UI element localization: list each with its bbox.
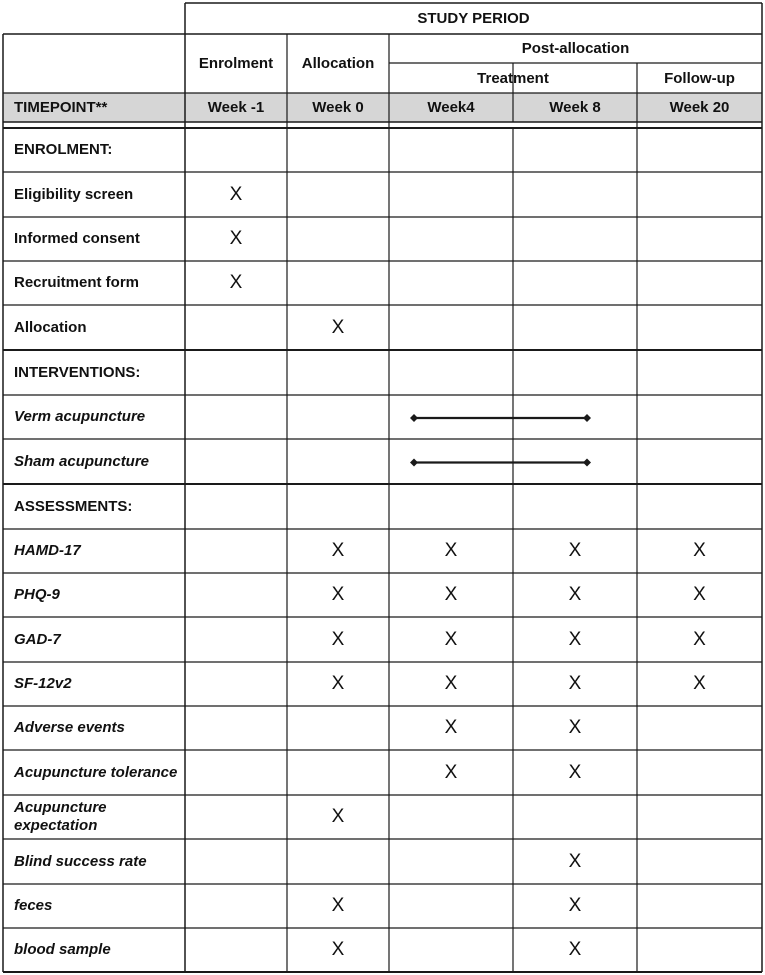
timepoint-week: Week4 bbox=[427, 99, 475, 116]
x-mark: X bbox=[444, 673, 458, 694]
x-mark: X bbox=[229, 272, 243, 293]
follow-up-header: Follow-up bbox=[664, 69, 735, 87]
timepoint-label: TIMEPOINT** bbox=[14, 98, 108, 116]
row-label: Adverse events bbox=[14, 719, 125, 736]
row-label: Eligibility screen bbox=[14, 185, 134, 203]
row-label: Informed consent bbox=[14, 230, 140, 247]
x-mark: X bbox=[331, 806, 345, 827]
timepoint-week: Week 8 bbox=[549, 99, 601, 116]
row-label: Sham acupuncture bbox=[14, 452, 150, 470]
treatment-header: Treatment bbox=[477, 69, 549, 87]
timepoint-week: Week -1 bbox=[207, 99, 265, 116]
span-endpoint-diamond bbox=[583, 414, 591, 422]
x-mark: X bbox=[568, 850, 582, 872]
x-mark: X bbox=[693, 673, 706, 694]
timepoint-week: Week 20 bbox=[669, 99, 730, 116]
row-label: Acupuncture tolerance bbox=[14, 763, 178, 781]
x-mark: X bbox=[444, 628, 458, 650]
row-label: ASSESSMENTS: bbox=[14, 497, 133, 515]
row-label: ENROLMENT: bbox=[14, 141, 113, 158]
row-label: HAMD-17 bbox=[14, 542, 81, 559]
x-mark: X bbox=[568, 895, 582, 916]
x-mark: X bbox=[331, 316, 345, 338]
row-label: Recruitment form bbox=[14, 274, 140, 291]
x-mark: X bbox=[444, 761, 458, 783]
x-mark: X bbox=[444, 584, 458, 605]
row-label: GAD-7 bbox=[14, 630, 61, 648]
span-endpoint-diamond bbox=[410, 414, 418, 422]
x-mark: X bbox=[568, 584, 582, 605]
x-mark: X bbox=[693, 540, 706, 561]
x-mark: X bbox=[331, 895, 345, 916]
x-mark: X bbox=[568, 717, 582, 738]
x-mark: X bbox=[229, 228, 243, 249]
timepoint-week: Week 0 bbox=[312, 99, 364, 116]
x-mark: X bbox=[693, 584, 706, 605]
row-label: INTERVENTIONS: bbox=[14, 363, 141, 381]
x-mark: X bbox=[331, 939, 345, 960]
x-mark: X bbox=[444, 540, 458, 561]
study-period-header: STUDY PERIOD bbox=[417, 10, 530, 27]
row-label: feces bbox=[14, 897, 53, 914]
x-mark: X bbox=[444, 717, 458, 738]
row-label: blood sample bbox=[14, 941, 111, 958]
x-mark: X bbox=[229, 183, 243, 205]
x-mark: X bbox=[568, 673, 582, 694]
span-endpoint-diamond bbox=[583, 459, 591, 467]
row-label: Allocation bbox=[14, 318, 87, 336]
allocation-header: Allocation bbox=[301, 55, 375, 72]
x-mark: X bbox=[568, 628, 582, 650]
x-mark: X bbox=[331, 628, 345, 650]
row-label: Acupuncture expectation bbox=[14, 799, 107, 834]
row-label: Verm acupuncture bbox=[14, 408, 146, 425]
span-endpoint-diamond bbox=[410, 459, 418, 467]
row-label: Blind success rate bbox=[14, 852, 147, 870]
x-mark: X bbox=[693, 628, 706, 650]
row-label: SF-12v2 bbox=[14, 675, 72, 692]
x-mark: X bbox=[331, 673, 345, 694]
enrolment-header: Enrolment bbox=[198, 55, 274, 72]
x-mark: X bbox=[568, 540, 582, 561]
x-mark: X bbox=[568, 939, 582, 960]
row-label: PHQ-9 bbox=[14, 586, 60, 603]
x-mark: X bbox=[568, 761, 582, 783]
x-mark: X bbox=[331, 584, 345, 605]
x-mark: X bbox=[331, 540, 345, 561]
post-allocation-header: Post-allocation bbox=[521, 40, 630, 57]
